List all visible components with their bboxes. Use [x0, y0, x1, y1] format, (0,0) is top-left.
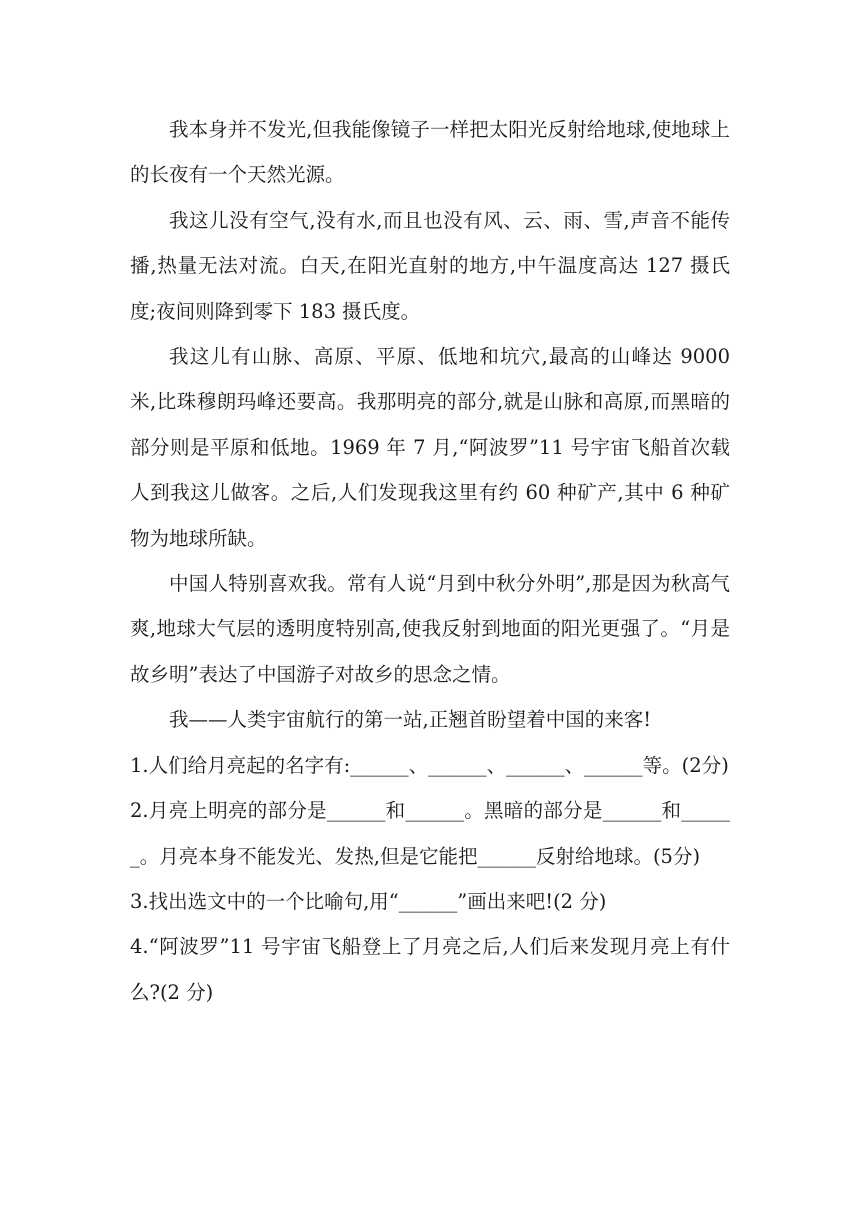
question-4: 4.“阿波罗”11 号宇宙飞船登上了月亮之后,人们后来发现月亮上有什么?(2 分)	[130, 935, 730, 1004]
passage-paragraph-1: 我本身并不发光,但我能像镜子一样把太阳光反射给地球,使地球上的长夜有一个天然光源。	[130, 118, 730, 187]
passage-paragraph-4: 中国人特别喜欢我。常有人说“月到中秋分外明”,那是因为秋高气爽,地球大气层的透明度特别高,使我反射到地面的阳光更强了。“月是故乡明”表达了中国游子对故乡的思念之情。	[130, 572, 730, 686]
document-page	[130, 107, 730, 1015]
passage-paragraph-2: 我这儿没有空气,没有水,而且也没有风、云、雨、雪,声音不能传播,热量无法对流。白天,在阳光直射的地方,中午温度高达 127 摄氏度;夜间则降到零下 183 摄氏度。	[130, 208, 730, 323]
passage-paragraph-5: 我——人类宇宙航行的第一站,正翘首盼望着中国的来客!	[169, 708, 652, 732]
question-1: 1.人们给月亮起的名字有:______、______、______、______等。(2分)	[130, 753, 729, 777]
question-3: 3.找出选文中的一个比喻句,用“______”画出来吧!(2 分)	[130, 889, 607, 913]
question-2: 2.月亮上明亮的部分是______和______。黑暗的部分是______和______。月亮本身不能发光、发热,但是它能把______反射给地球。(5分)	[130, 799, 730, 868]
passage-paragraph-3: 我这儿有山脉、高原、平原、低地和坑穴,最高的山峰达 9000 米,比珠穆朗玛峰还要高。我那明亮的部分,就是山脉和高原,而黑暗的部分则是平原和低地。1969 年 7 月,“阿波罗”11 号宇宙飞船首次载人到我这儿做客。之后,人们发现我这里有约 60 种矿产,其中 6 种矿物为地球所缺。	[130, 345, 730, 550]
